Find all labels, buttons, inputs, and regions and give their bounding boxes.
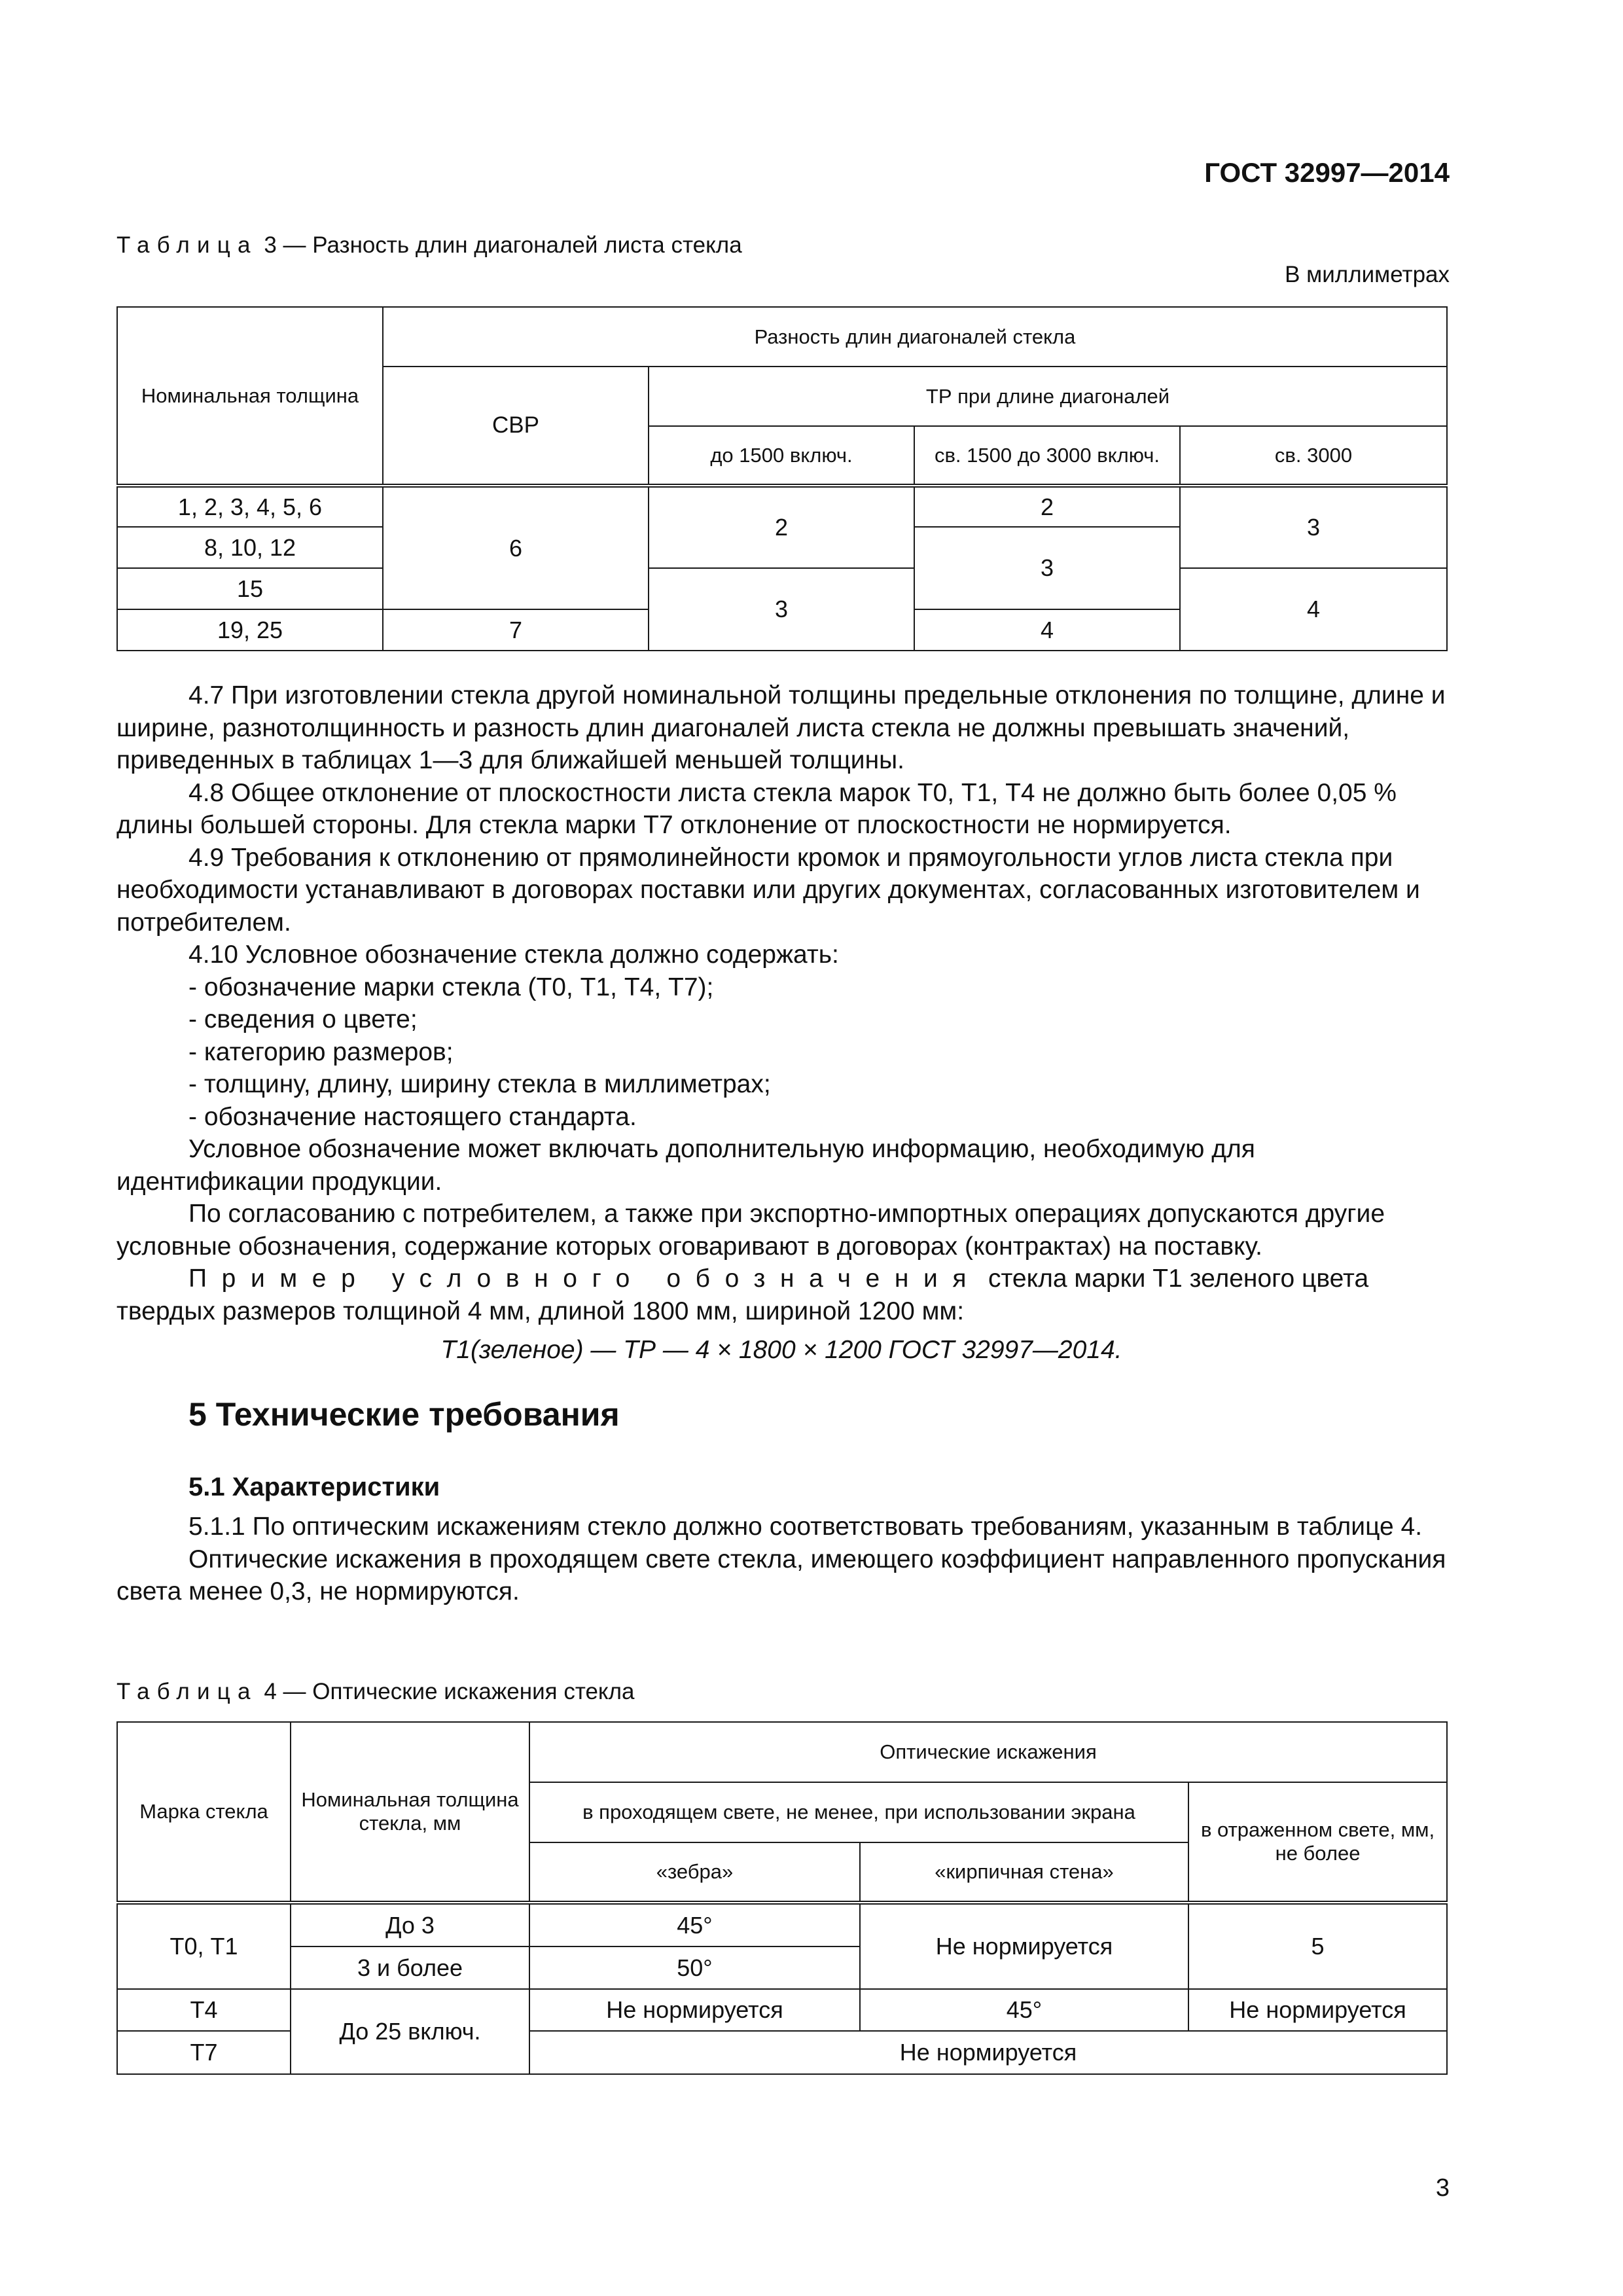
table-cell: 45° — [860, 1989, 1188, 2031]
table-cell: 5 — [1188, 1903, 1447, 1989]
table-cell: 45° — [529, 1903, 860, 1946]
table-cell: 19, 25 — [117, 609, 383, 651]
example-label: Пример условного обозначения — [188, 1265, 982, 1293]
paragraph-agreement: По согласованию с потребителем, а также при экспортно-импортных операциях допускаются другие условные обозначения, содержание которых оговаривают в договорах (контрактах) на поставку. — [116, 1200, 1385, 1261]
table-cell: 3 и более — [291, 1946, 529, 1989]
header-svr: СВР — [383, 367, 649, 486]
header-reflected: в отраженном свете, мм, не более — [1188, 1782, 1447, 1903]
body-text-section5 — [116, 1511, 1446, 1608]
list-item: - категорию размеров; — [188, 1037, 454, 1066]
paragraph-4-9: 4.9 Требования к отклонению от прямолинейности кромок и прямоугольности углов листа стекла при необходимости устанавливают в договорах поставки или других документах, согласованных изготовителем и потребителем. — [116, 843, 1420, 937]
header-nominal-thickness: Номинальная толщина — [117, 307, 383, 486]
table3-caption-title: 3 — Разность длин диагоналей листа стекла — [257, 232, 742, 258]
table-cell: Не нормируется — [529, 1989, 860, 2031]
table-cell: Не нормируется — [1188, 1989, 1447, 2031]
table-cell: 7 — [383, 609, 649, 651]
header-optical-distortions: Оптические искажения — [529, 1722, 1447, 1782]
list-item: - толщину, длину, ширину стекла в миллиметрах; — [188, 1070, 771, 1098]
header-zebra: «зебра» — [529, 1842, 860, 1903]
table4-caption — [116, 1679, 635, 1705]
table-cell: 2 — [914, 486, 1180, 527]
header-1500-3000: св. 1500 до 3000 включ. — [914, 426, 1180, 486]
page-number: 3 — [1435, 2174, 1450, 2202]
table-cell: 8, 10, 12 — [117, 527, 383, 568]
list-item: - обозначение настоящего стандарта. — [188, 1102, 637, 1131]
paragraph-5-1-1: 5.1.1 По оптическим искажениям стекло должно соответствовать требованиям, указанным в таблице 4. — [188, 1513, 1423, 1541]
table-cell: До 3 — [291, 1903, 529, 1946]
table-cell: Не нормируется — [860, 1903, 1188, 1989]
table-cell: 15 — [117, 568, 383, 609]
table-cell: 2 — [649, 486, 914, 568]
section-title: 5 Технические требования — [188, 1396, 620, 1433]
subsection-title: 5.1 Характеристики — [188, 1473, 440, 1501]
paragraph-4-10: 4.10 Условное обозначение стекла должно содержать: — [188, 941, 839, 969]
header-up-to-1500: до 1500 включ. — [649, 426, 914, 486]
table-cell: 1, 2, 3, 4, 5, 6 — [117, 486, 383, 527]
table-cell: 3 — [1180, 486, 1447, 568]
table-cell: 3 — [649, 568, 914, 651]
header-brick-wall: «кирпичная стена» — [860, 1842, 1188, 1903]
table-cell: 4 — [1180, 568, 1447, 651]
table-cell: 4 — [914, 609, 1180, 651]
table-cell: Т0, Т1 — [117, 1903, 291, 1989]
paragraph-4-7: 4.7 При изготовлении стекла другой номинальной толщины предельные отклонения по толщине, длине и ширине, разнотолщинность и разность длин диагоналей листа стекла не должны превышать значений, приведенных в таблицах 1—3 для ближайшей меньшей толщины. — [116, 681, 1446, 774]
table-cell: Т7 — [117, 2031, 291, 2074]
header-transmitted: в проходящем свете, не менее, при использовании экрана — [529, 1782, 1188, 1842]
table-cell: 50° — [529, 1946, 860, 1989]
table-4 — [116, 1721, 1448, 2075]
header-tr: ТР при длине диагоналей — [649, 367, 1447, 426]
designation-formula: Т1(зеленое) — ТР — 4 × 1800 × 1200 ГОСТ 32997—2014. — [440, 1336, 1122, 1364]
table-cell: До 25 включ. — [291, 1989, 529, 2074]
table-cell: Не нормируется — [529, 2031, 1447, 2074]
table3-caption — [116, 232, 742, 259]
header-over-3000: св. 3000 — [1180, 426, 1447, 486]
paragraph-additional-info: Условное обозначение может включать дополнительную информацию, необходимую для идентификации продукции. — [116, 1135, 1255, 1196]
paragraph-optical: Оптические искажения в проходящем свете стекла, имеющего коэффициент направленного пропускания света менее 0,3, не нормируются. — [116, 1545, 1446, 1605]
paragraph-example — [116, 1263, 1446, 1327]
list-item: - сведения о цвете; — [188, 1005, 418, 1033]
table4-caption-title: 4 — Оптические искажения стекла — [257, 1679, 635, 1704]
list-item: - обозначение марки стекла (Т0, Т1, Т4, Т7); — [188, 973, 714, 1001]
table-cell: Т4 — [117, 1989, 291, 2031]
example-text: стекла марки Т1 зеленого цвета твердых размеров толщиной 4 мм, длиной 1800 мм, шириной 1200 мм: — [116, 1265, 1369, 1325]
body-text-section4 — [116, 679, 1446, 1367]
document-header: ГОСТ 32997—2014 — [1204, 157, 1450, 188]
table3-caption-word: Таблица — [116, 232, 258, 258]
header-brand: Марка стекла — [117, 1722, 291, 1903]
header-thickness: Номинальная толщина стекла, мм — [291, 1722, 529, 1903]
table-3 — [116, 306, 1448, 651]
table3-units: В миллиметрах — [1285, 262, 1450, 287]
table4-caption-word: Таблица — [116, 1679, 258, 1704]
table-cell: 3 — [914, 527, 1180, 609]
table-cell: 6 — [383, 486, 649, 609]
paragraph-4-8: 4.8 Общее отклонение от плоскостности листа стекла марок Т0, Т1, Т4 не должно быть более 0,05 % длины большей стороны. Для стекла марки Т7 отклонение от плоскостности не нормируется. — [116, 778, 1397, 839]
header-diagonal-difference: Разность длин диагоналей стекла — [383, 307, 1447, 367]
